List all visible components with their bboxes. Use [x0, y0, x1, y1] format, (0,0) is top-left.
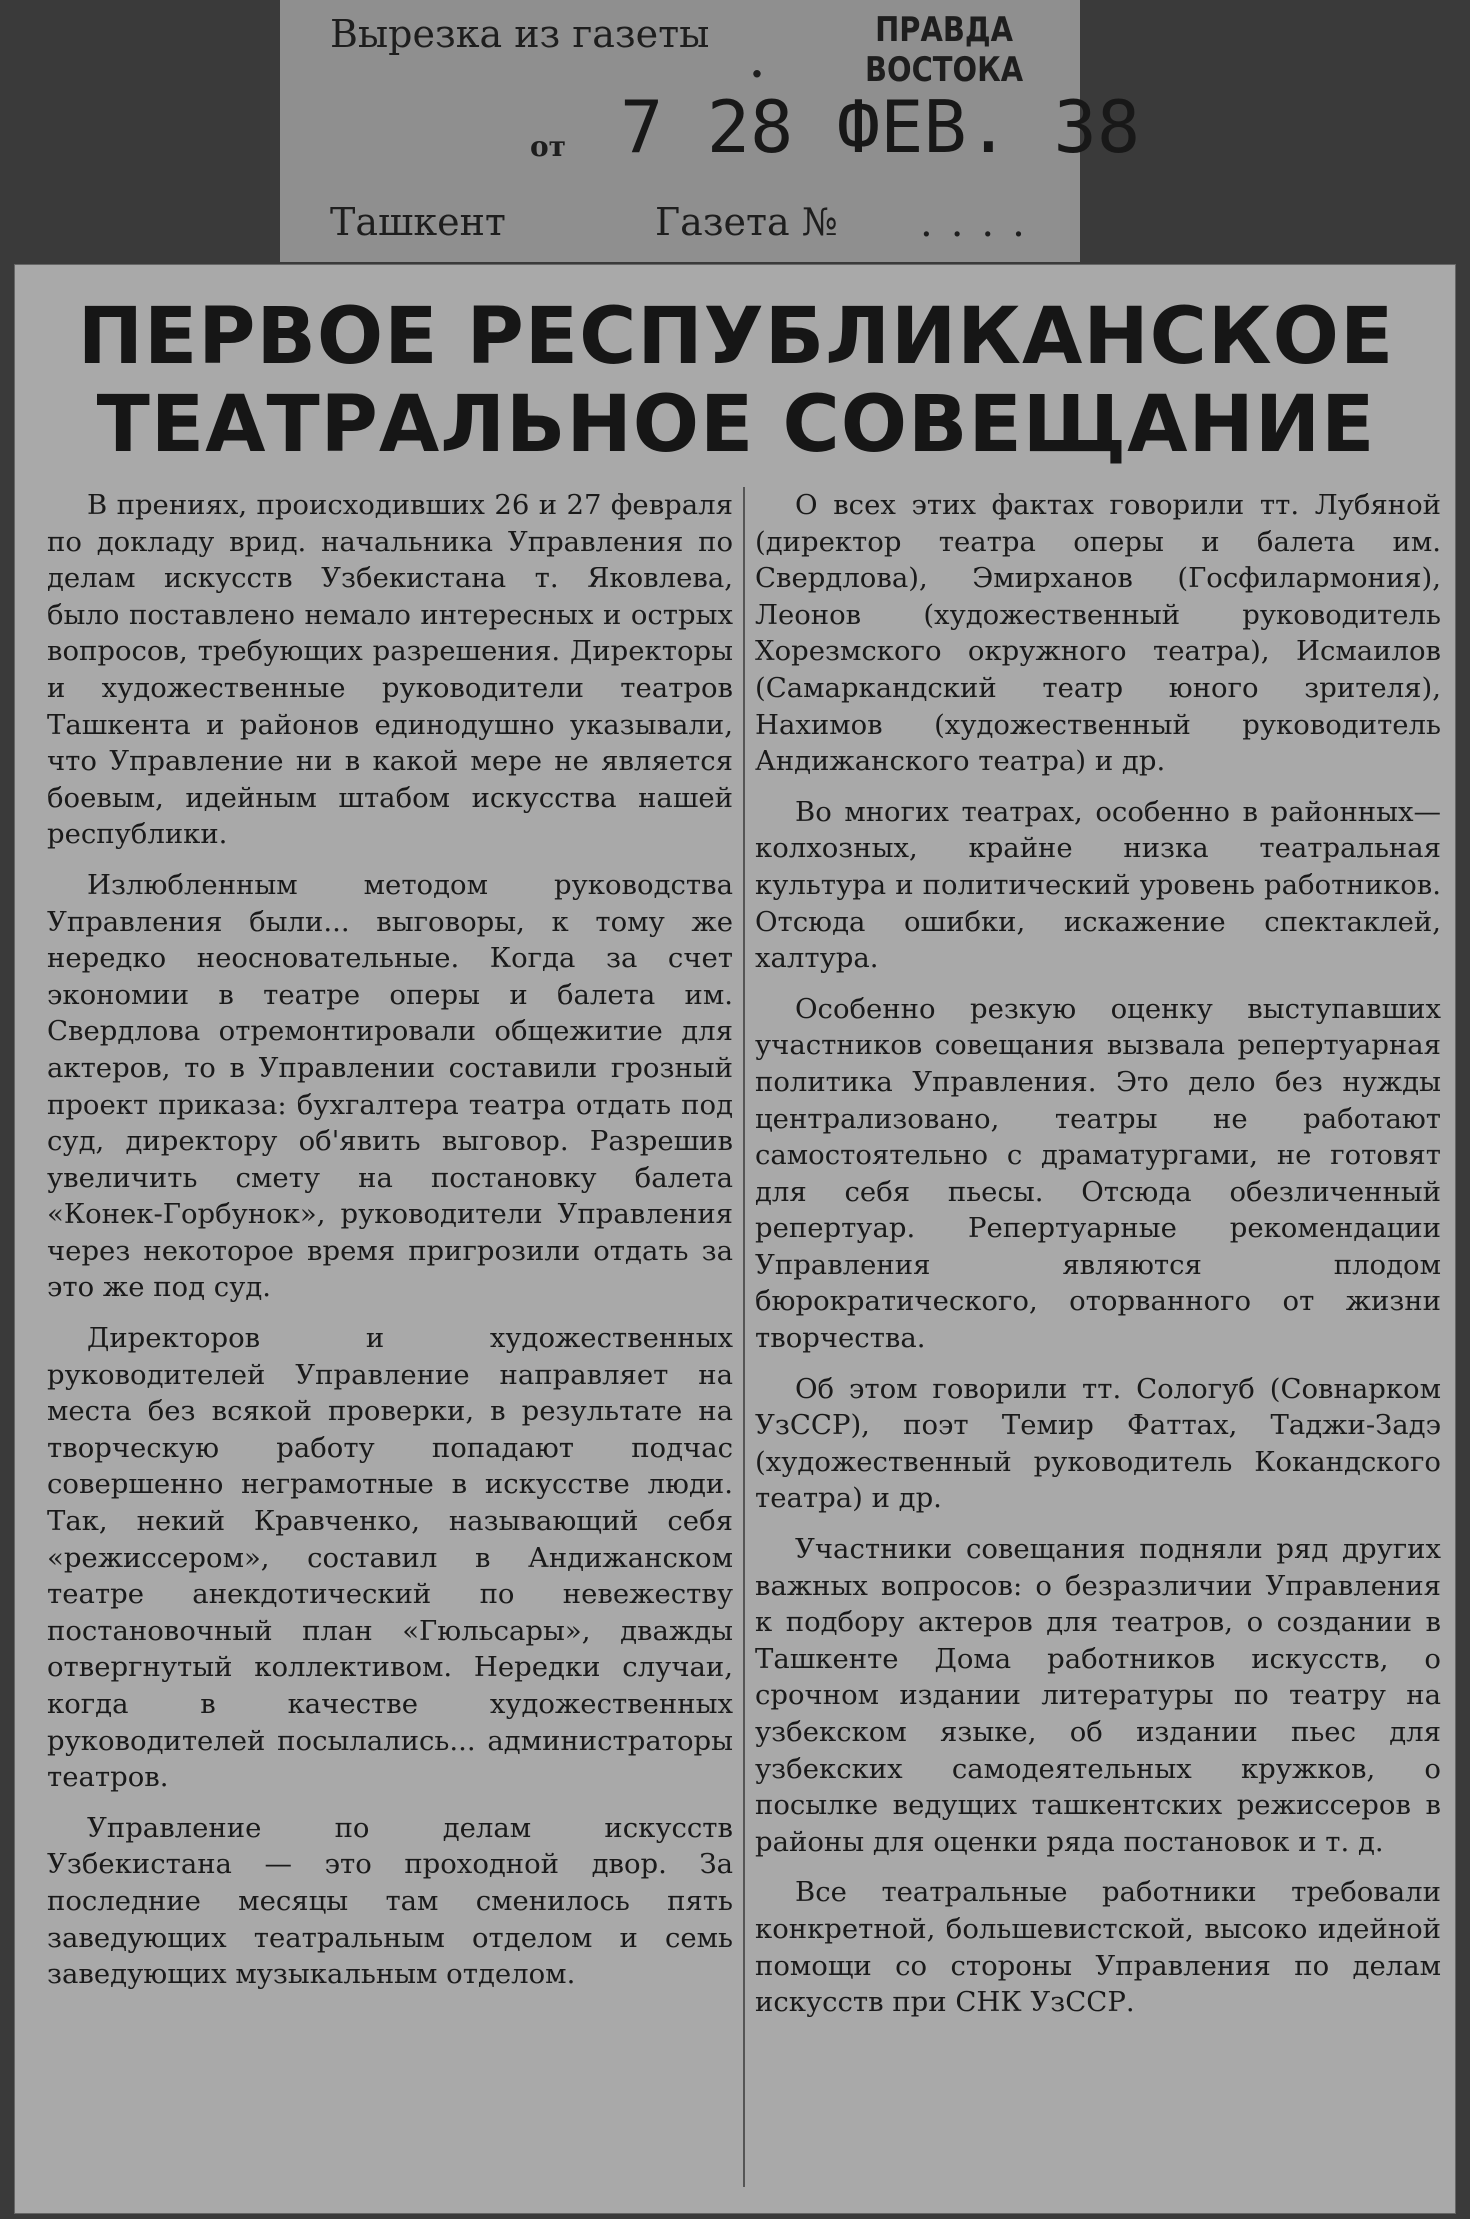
- article-column-right: [755, 487, 1441, 2035]
- city-label: Ташкент: [330, 200, 506, 244]
- label-dots: ....: [920, 200, 1043, 246]
- paragraph: В прениях, происходивших 26 и 27 февраля по докладу врид. начальника Управления по делам искусств Узбекистана т. Яковлева, было поставлено немало интересных и острых вопросов, требующих разрешения. Директоры и художественные руководители театров Ташкента и районов единодушно указывали, что Управление ни в какой мере не является боевым, идейным штабом искусства нашей республики.: [47, 489, 733, 851]
- newspaper-name-stamp: [865, 10, 1023, 90]
- article-headline: [15, 293, 1457, 469]
- paragraph: О всех этих фактах говорили тт. Лубяной (директор театра оперы и балета им. Свердлова), Эмирханов (Госфилармония), Леонов (художественный руководитель Хорезмского окружного театра), Исмаилов (Самаркандский театр юного зрителя), Нахимов (художественный руководитель Андижанского театра) и др.: [755, 489, 1441, 778]
- paragraph: Участники совещания подняли ряд других важных вопросов: о безразличии Управления к подбору актеров для театров, о создании в Ташкенте Дома работников искусств, о срочном издании литературы по театру на узбекском языке, об издании пьес для узбекских самодеятельных кружков, о посылке ведущих ташкентских режиссеров в районы для оценки ряда постановок и т. д.: [755, 1533, 1441, 1858]
- paragraph: Особенно резкую оценку выступавших участников совещания вызвала репертуарная политика Управления. Это дело без нужды централизовано, театры не работают самостоятельно с драматургами, не готовят для себя пьесы. Отсюда обезличенный репертуар. Репертуарные рекомендации Управления являются плодом бюрократического, оторванного от жизни творчества.: [755, 992, 1441, 1355]
- date-stamp: 7 28 ФЕВ. 38: [620, 85, 1141, 169]
- article-column-left: [47, 487, 733, 2007]
- newspaper-number-label: Газета №: [655, 200, 838, 244]
- paragraph: Все театральные работники требовали конкретной, большевистской, высоко идейной помощи со стороны Управления по делам искусств при СНК УзССР.: [755, 1876, 1441, 2019]
- headline-line-2: ТЕАТРАЛЬНОЕ СОВЕЩАНИЕ: [96, 380, 1376, 470]
- paragraph: Излюбленным методом руководства Управления были... выговоры, к тому же нередко неосновательные. Когда за счет экономии в театре оперы и балета им. Свердлова отремонтировали общежитие для актеров, то в Управлении составили грозный проект приказа: бухгалтера театра отдать под суд, директору об'явить выговор. Разрешив увеличить смету на постановку балета «Конек-Горбунок», руководители Управления через некоторое время пригрозили отдать за это же под суд.: [47, 868, 733, 1304]
- clipping-label-slip: [280, 0, 1141, 262]
- newspaper-name-text: ПРАВДА ВОСТОКА: [865, 10, 1024, 90]
- column-divider: [743, 487, 745, 2187]
- paragraph: Управление по делам искусств Узбекистана — это проходной двор. За последние месяцы там сменилось пять заведующих театральным отделом и семь заведующих музыкальным отделом.: [47, 1811, 733, 1991]
- paragraph: Директоров и художественных руководителей Управление направляет на места без всякой проверки, в результате на творческую работу попадают подчас совершенно неграмотные в искусстве люди. Так, некий Кравченко, называющий себя «режиссером», составил в Андижанском театре анекдотический по невежеству постановочный план «Гюльсары», дважды отвергнутый коллективом. Нередки случаи, когда в качестве художественных руководителей посылались... администраторы театров.: [47, 1322, 733, 1794]
- newspaper-clipping: [14, 264, 1456, 2214]
- paragraph: Во многих театрах, особенно в районных—колхозных, крайне низка театральная культура и политический уровень работников. Отсюда ошибки, искажение спектаклей, халтура.: [755, 795, 1441, 975]
- clipping-from-label: Вырезка из газеты: [330, 12, 710, 56]
- paragraph: Об этом говорили тт. Сологуб (Совнарком УзССР), поэт Темир Фаттах, Таджи-Задэ (художественный руководитель Кокандского театра) и др.: [755, 1372, 1441, 1515]
- label-dot: .: [750, 40, 764, 87]
- headline-line-1: ПЕРВОЕ РЕСПУБЛИКАНСКОЕ: [77, 292, 1395, 382]
- from-label: от: [530, 130, 567, 163]
